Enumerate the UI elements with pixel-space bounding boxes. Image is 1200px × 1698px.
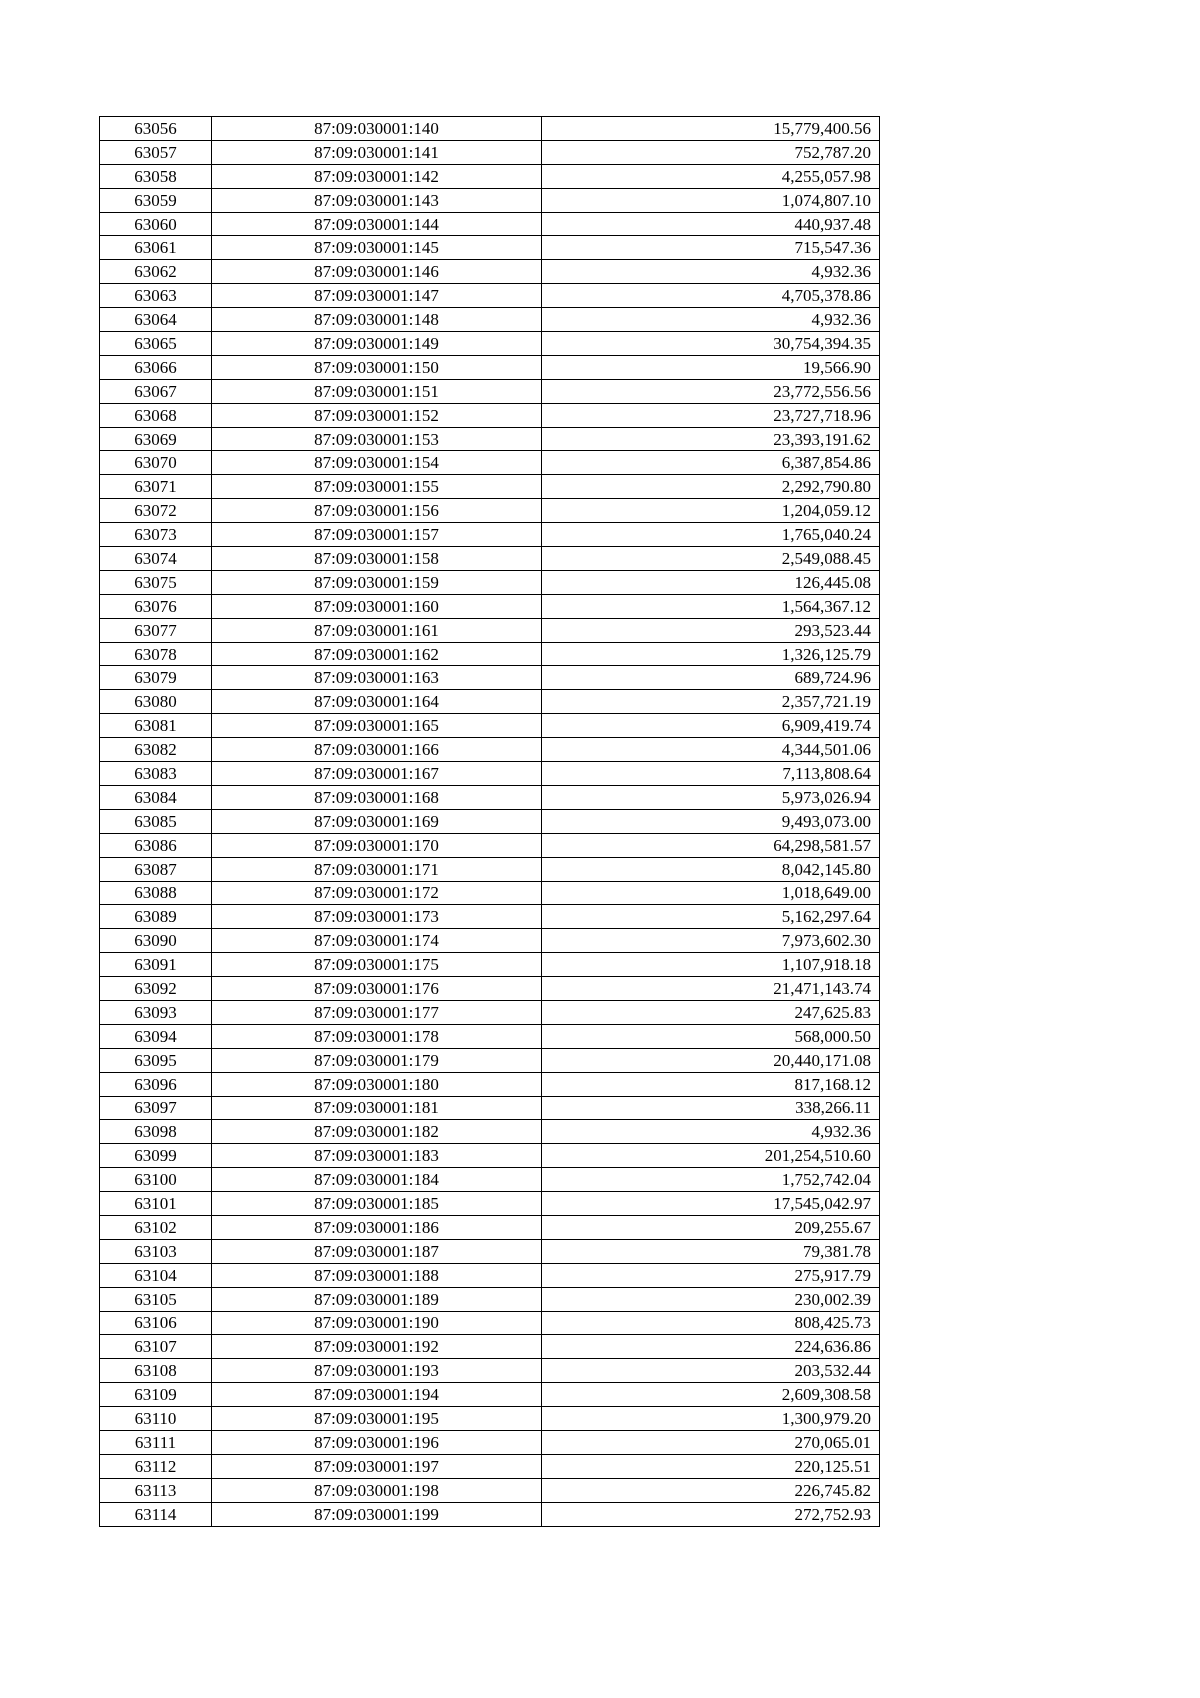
table-row xyxy=(100,1120,880,1144)
value-cell: 270,065.01 xyxy=(542,1430,880,1454)
table-row xyxy=(100,499,880,523)
table-row xyxy=(100,905,880,929)
row-number-cell: 63107 xyxy=(100,1335,212,1359)
table-row xyxy=(100,475,880,499)
row-number-cell: 63081 xyxy=(100,714,212,738)
table-row xyxy=(100,379,880,403)
cadastral-number-cell: 87:09:030001:179 xyxy=(212,1048,542,1072)
value-cell: 7,973,602.30 xyxy=(542,929,880,953)
row-number-cell: 63104 xyxy=(100,1263,212,1287)
row-number-cell: 63108 xyxy=(100,1359,212,1383)
value-cell: 23,727,718.96 xyxy=(542,403,880,427)
cadastral-number-cell: 87:09:030001:189 xyxy=(212,1287,542,1311)
value-cell: 220,125.51 xyxy=(542,1454,880,1478)
table-row xyxy=(100,236,880,260)
cadastral-number-cell: 87:09:030001:154 xyxy=(212,451,542,475)
cadastral-number-cell: 87:09:030001:198 xyxy=(212,1478,542,1502)
table-row xyxy=(100,1215,880,1239)
cadastral-number-cell: 87:09:030001:192 xyxy=(212,1335,542,1359)
value-cell: 21,471,143.74 xyxy=(542,977,880,1001)
row-number-cell: 63111 xyxy=(100,1430,212,1454)
cadastral-number-cell: 87:09:030001:172 xyxy=(212,881,542,905)
cadastral-number-cell: 87:09:030001:162 xyxy=(212,642,542,666)
value-cell: 1,018,649.00 xyxy=(542,881,880,905)
cadastral-number-cell: 87:09:030001:153 xyxy=(212,427,542,451)
table-row xyxy=(100,690,880,714)
value-cell: 15,779,400.56 xyxy=(542,117,880,141)
cadastral-number-cell: 87:09:030001:196 xyxy=(212,1430,542,1454)
row-number-cell: 63101 xyxy=(100,1192,212,1216)
cadastral-number-cell: 87:09:030001:182 xyxy=(212,1120,542,1144)
row-number-cell: 63072 xyxy=(100,499,212,523)
table-row xyxy=(100,117,880,141)
cadastral-number-cell: 87:09:030001:168 xyxy=(212,785,542,809)
cadastral-number-cell: 87:09:030001:161 xyxy=(212,618,542,642)
row-number-cell: 63102 xyxy=(100,1215,212,1239)
row-number-cell: 63078 xyxy=(100,642,212,666)
table-row xyxy=(100,1502,880,1526)
row-number-cell: 63059 xyxy=(100,188,212,212)
value-cell: 440,937.48 xyxy=(542,212,880,236)
value-cell: 5,973,026.94 xyxy=(542,785,880,809)
table-row xyxy=(100,355,880,379)
table-row xyxy=(100,570,880,594)
row-number-cell: 63096 xyxy=(100,1072,212,1096)
row-number-cell: 63076 xyxy=(100,594,212,618)
table-row xyxy=(100,809,880,833)
row-number-cell: 63112 xyxy=(100,1454,212,1478)
table-row xyxy=(100,594,880,618)
value-cell: 64,298,581.57 xyxy=(542,833,880,857)
table-row xyxy=(100,427,880,451)
table-row xyxy=(100,714,880,738)
table-row xyxy=(100,785,880,809)
value-cell: 1,204,059.12 xyxy=(542,499,880,523)
table-row xyxy=(100,857,880,881)
table-row xyxy=(100,833,880,857)
cadastral-number-cell: 87:09:030001:150 xyxy=(212,355,542,379)
table-row xyxy=(100,547,880,571)
value-cell: 17,545,042.97 xyxy=(542,1192,880,1216)
value-cell: 4,932.36 xyxy=(542,260,880,284)
table-row xyxy=(100,260,880,284)
table-row xyxy=(100,451,880,475)
row-number-cell: 63085 xyxy=(100,809,212,833)
value-cell: 201,254,510.60 xyxy=(542,1144,880,1168)
value-cell: 30,754,394.35 xyxy=(542,332,880,356)
value-cell: 4,255,057.98 xyxy=(542,164,880,188)
row-number-cell: 63093 xyxy=(100,1000,212,1024)
value-cell: 1,564,367.12 xyxy=(542,594,880,618)
value-cell: 1,326,125.79 xyxy=(542,642,880,666)
table-row xyxy=(100,1359,880,1383)
cadastral-number-cell: 87:09:030001:188 xyxy=(212,1263,542,1287)
table-row xyxy=(100,1430,880,1454)
row-number-cell: 63071 xyxy=(100,475,212,499)
value-cell: 79,381.78 xyxy=(542,1239,880,1263)
value-cell: 20,440,171.08 xyxy=(542,1048,880,1072)
cadastral-number-cell: 87:09:030001:194 xyxy=(212,1383,542,1407)
value-cell: 19,566.90 xyxy=(542,355,880,379)
value-cell: 275,917.79 xyxy=(542,1263,880,1287)
table-row xyxy=(100,1024,880,1048)
row-number-cell: 63064 xyxy=(100,308,212,332)
row-number-cell: 63073 xyxy=(100,523,212,547)
row-number-cell: 63110 xyxy=(100,1407,212,1431)
table-row xyxy=(100,332,880,356)
table-row xyxy=(100,666,880,690)
value-cell: 6,387,854.86 xyxy=(542,451,880,475)
row-number-cell: 63063 xyxy=(100,284,212,308)
cadastral-number-cell: 87:09:030001:177 xyxy=(212,1000,542,1024)
row-number-cell: 63084 xyxy=(100,785,212,809)
value-cell: 338,266.11 xyxy=(542,1096,880,1120)
row-number-cell: 63088 xyxy=(100,881,212,905)
row-number-cell: 63058 xyxy=(100,164,212,188)
row-number-cell: 63066 xyxy=(100,355,212,379)
table-row xyxy=(100,523,880,547)
cadastral-number-cell: 87:09:030001:157 xyxy=(212,523,542,547)
row-number-cell: 63070 xyxy=(100,451,212,475)
cadastral-number-cell: 87:09:030001:186 xyxy=(212,1215,542,1239)
row-number-cell: 63098 xyxy=(100,1120,212,1144)
cadastral-number-cell: 87:09:030001:143 xyxy=(212,188,542,212)
cadastral-number-cell: 87:09:030001:140 xyxy=(212,117,542,141)
cadastral-number-cell: 87:09:030001:178 xyxy=(212,1024,542,1048)
value-cell: 9,493,073.00 xyxy=(542,809,880,833)
table-row xyxy=(100,308,880,332)
row-number-cell: 63100 xyxy=(100,1168,212,1192)
table-row xyxy=(100,212,880,236)
cadastral-number-cell: 87:09:030001:183 xyxy=(212,1144,542,1168)
table-row xyxy=(100,1048,880,1072)
row-number-cell: 63092 xyxy=(100,977,212,1001)
table-row xyxy=(100,1478,880,1502)
row-number-cell: 63077 xyxy=(100,618,212,642)
cadastral-number-cell: 87:09:030001:156 xyxy=(212,499,542,523)
cadastral-number-cell: 87:09:030001:181 xyxy=(212,1096,542,1120)
table-row xyxy=(100,642,880,666)
value-cell: 8,042,145.80 xyxy=(542,857,880,881)
cadastral-number-cell: 87:09:030001:175 xyxy=(212,953,542,977)
row-number-cell: 63057 xyxy=(100,140,212,164)
cadastral-number-cell: 87:09:030001:176 xyxy=(212,977,542,1001)
table-row xyxy=(100,1192,880,1216)
cadastral-number-cell: 87:09:030001:152 xyxy=(212,403,542,427)
table-row xyxy=(100,929,880,953)
cadastral-number-cell: 87:09:030001:185 xyxy=(212,1192,542,1216)
cadastral-number-cell: 87:09:030001:148 xyxy=(212,308,542,332)
row-number-cell: 63067 xyxy=(100,379,212,403)
row-number-cell: 63069 xyxy=(100,427,212,451)
table-row xyxy=(100,164,880,188)
table-row xyxy=(100,140,880,164)
table-row xyxy=(100,1168,880,1192)
table-row xyxy=(100,1383,880,1407)
row-number-cell: 63062 xyxy=(100,260,212,284)
table-row xyxy=(100,403,880,427)
value-cell: 752,787.20 xyxy=(542,140,880,164)
value-cell: 2,292,790.80 xyxy=(542,475,880,499)
cadastral-number-cell: 87:09:030001:160 xyxy=(212,594,542,618)
value-cell: 689,724.96 xyxy=(542,666,880,690)
row-number-cell: 63106 xyxy=(100,1311,212,1335)
value-cell: 224,636.86 xyxy=(542,1335,880,1359)
value-cell: 272,752.93 xyxy=(542,1502,880,1526)
cadastral-number-cell: 87:09:030001:147 xyxy=(212,284,542,308)
cadastral-number-cell: 87:09:030001:145 xyxy=(212,236,542,260)
cadastral-number-cell: 87:09:030001:173 xyxy=(212,905,542,929)
table-body xyxy=(100,117,880,1527)
cadastral-number-cell: 87:09:030001:151 xyxy=(212,379,542,403)
value-cell: 6,909,419.74 xyxy=(542,714,880,738)
cadastral-number-cell: 87:09:030001:190 xyxy=(212,1311,542,1335)
row-number-cell: 63061 xyxy=(100,236,212,260)
value-cell: 1,107,918.18 xyxy=(542,953,880,977)
row-number-cell: 63082 xyxy=(100,738,212,762)
row-number-cell: 63060 xyxy=(100,212,212,236)
row-number-cell: 63075 xyxy=(100,570,212,594)
row-number-cell: 63105 xyxy=(100,1287,212,1311)
cadastral-number-cell: 87:09:030001:187 xyxy=(212,1239,542,1263)
table-row xyxy=(100,1287,880,1311)
cadastral-number-cell: 87:09:030001:155 xyxy=(212,475,542,499)
cadastral-number-cell: 87:09:030001:174 xyxy=(212,929,542,953)
value-cell: 4,705,378.86 xyxy=(542,284,880,308)
table-row xyxy=(100,738,880,762)
value-cell: 23,393,191.62 xyxy=(542,427,880,451)
value-cell: 226,745.82 xyxy=(542,1478,880,1502)
table-row xyxy=(100,1311,880,1335)
value-cell: 247,625.83 xyxy=(542,1000,880,1024)
value-cell: 568,000.50 xyxy=(542,1024,880,1048)
cadastral-number-cell: 87:09:030001:171 xyxy=(212,857,542,881)
row-number-cell: 63109 xyxy=(100,1383,212,1407)
row-number-cell: 63079 xyxy=(100,666,212,690)
value-cell: 1,752,742.04 xyxy=(542,1168,880,1192)
cadastral-number-cell: 87:09:030001:169 xyxy=(212,809,542,833)
row-number-cell: 63086 xyxy=(100,833,212,857)
value-cell: 817,168.12 xyxy=(542,1072,880,1096)
cadastral-number-cell: 87:09:030001:195 xyxy=(212,1407,542,1431)
value-cell: 126,445.08 xyxy=(542,570,880,594)
cadastral-number-cell: 87:09:030001:193 xyxy=(212,1359,542,1383)
cadastral-number-cell: 87:09:030001:184 xyxy=(212,1168,542,1192)
row-number-cell: 63097 xyxy=(100,1096,212,1120)
cadastral-number-cell: 87:09:030001:197 xyxy=(212,1454,542,1478)
table-row xyxy=(100,284,880,308)
value-cell: 4,344,501.06 xyxy=(542,738,880,762)
table-row xyxy=(100,881,880,905)
row-number-cell: 63114 xyxy=(100,1502,212,1526)
value-cell: 4,932.36 xyxy=(542,308,880,332)
row-number-cell: 63091 xyxy=(100,953,212,977)
row-number-cell: 63056 xyxy=(100,117,212,141)
cadastral-number-cell: 87:09:030001:144 xyxy=(212,212,542,236)
cadastral-number-cell: 87:09:030001:167 xyxy=(212,762,542,786)
value-cell: 23,772,556.56 xyxy=(542,379,880,403)
cadastral-value-table xyxy=(99,116,880,1527)
value-cell: 2,357,721.19 xyxy=(542,690,880,714)
table-row xyxy=(100,1335,880,1359)
row-number-cell: 63099 xyxy=(100,1144,212,1168)
cadastral-number-cell: 87:09:030001:163 xyxy=(212,666,542,690)
table-row xyxy=(100,188,880,212)
table-row xyxy=(100,1407,880,1431)
value-cell: 715,547.36 xyxy=(542,236,880,260)
value-cell: 293,523.44 xyxy=(542,618,880,642)
value-cell: 209,255.67 xyxy=(542,1215,880,1239)
table-row xyxy=(100,1263,880,1287)
cadastral-number-cell: 87:09:030001:199 xyxy=(212,1502,542,1526)
value-cell: 1,074,807.10 xyxy=(542,188,880,212)
cadastral-number-cell: 87:09:030001:146 xyxy=(212,260,542,284)
table-row xyxy=(100,1144,880,1168)
table-row xyxy=(100,953,880,977)
cadastral-number-cell: 87:09:030001:166 xyxy=(212,738,542,762)
cadastral-number-cell: 87:09:030001:180 xyxy=(212,1072,542,1096)
table-row xyxy=(100,1454,880,1478)
cadastral-number-cell: 87:09:030001:165 xyxy=(212,714,542,738)
value-cell: 230,002.39 xyxy=(542,1287,880,1311)
table-row xyxy=(100,762,880,786)
cadastral-number-cell: 87:09:030001:142 xyxy=(212,164,542,188)
value-cell: 808,425.73 xyxy=(542,1311,880,1335)
value-cell: 1,765,040.24 xyxy=(542,523,880,547)
row-number-cell: 63080 xyxy=(100,690,212,714)
row-number-cell: 63089 xyxy=(100,905,212,929)
value-cell: 7,113,808.64 xyxy=(542,762,880,786)
value-cell: 2,549,088.45 xyxy=(542,547,880,571)
value-cell: 1,300,979.20 xyxy=(542,1407,880,1431)
table-row xyxy=(100,1096,880,1120)
row-number-cell: 63074 xyxy=(100,547,212,571)
row-number-cell: 63068 xyxy=(100,403,212,427)
table-row xyxy=(100,1239,880,1263)
row-number-cell: 63065 xyxy=(100,332,212,356)
value-cell: 203,532.44 xyxy=(542,1359,880,1383)
cadastral-number-cell: 87:09:030001:159 xyxy=(212,570,542,594)
cadastral-number-cell: 87:09:030001:149 xyxy=(212,332,542,356)
cadastral-number-cell: 87:09:030001:164 xyxy=(212,690,542,714)
row-number-cell: 63090 xyxy=(100,929,212,953)
table-row xyxy=(100,1000,880,1024)
value-cell: 2,609,308.58 xyxy=(542,1383,880,1407)
cadastral-number-cell: 87:09:030001:141 xyxy=(212,140,542,164)
row-number-cell: 63095 xyxy=(100,1048,212,1072)
row-number-cell: 63083 xyxy=(100,762,212,786)
table-row xyxy=(100,1072,880,1096)
value-cell: 4,932.36 xyxy=(542,1120,880,1144)
table-row xyxy=(100,618,880,642)
value-cell: 5,162,297.64 xyxy=(542,905,880,929)
row-number-cell: 63113 xyxy=(100,1478,212,1502)
row-number-cell: 63087 xyxy=(100,857,212,881)
cadastral-number-cell: 87:09:030001:170 xyxy=(212,833,542,857)
row-number-cell: 63103 xyxy=(100,1239,212,1263)
row-number-cell: 63094 xyxy=(100,1024,212,1048)
table-row xyxy=(100,977,880,1001)
cadastral-number-cell: 87:09:030001:158 xyxy=(212,547,542,571)
